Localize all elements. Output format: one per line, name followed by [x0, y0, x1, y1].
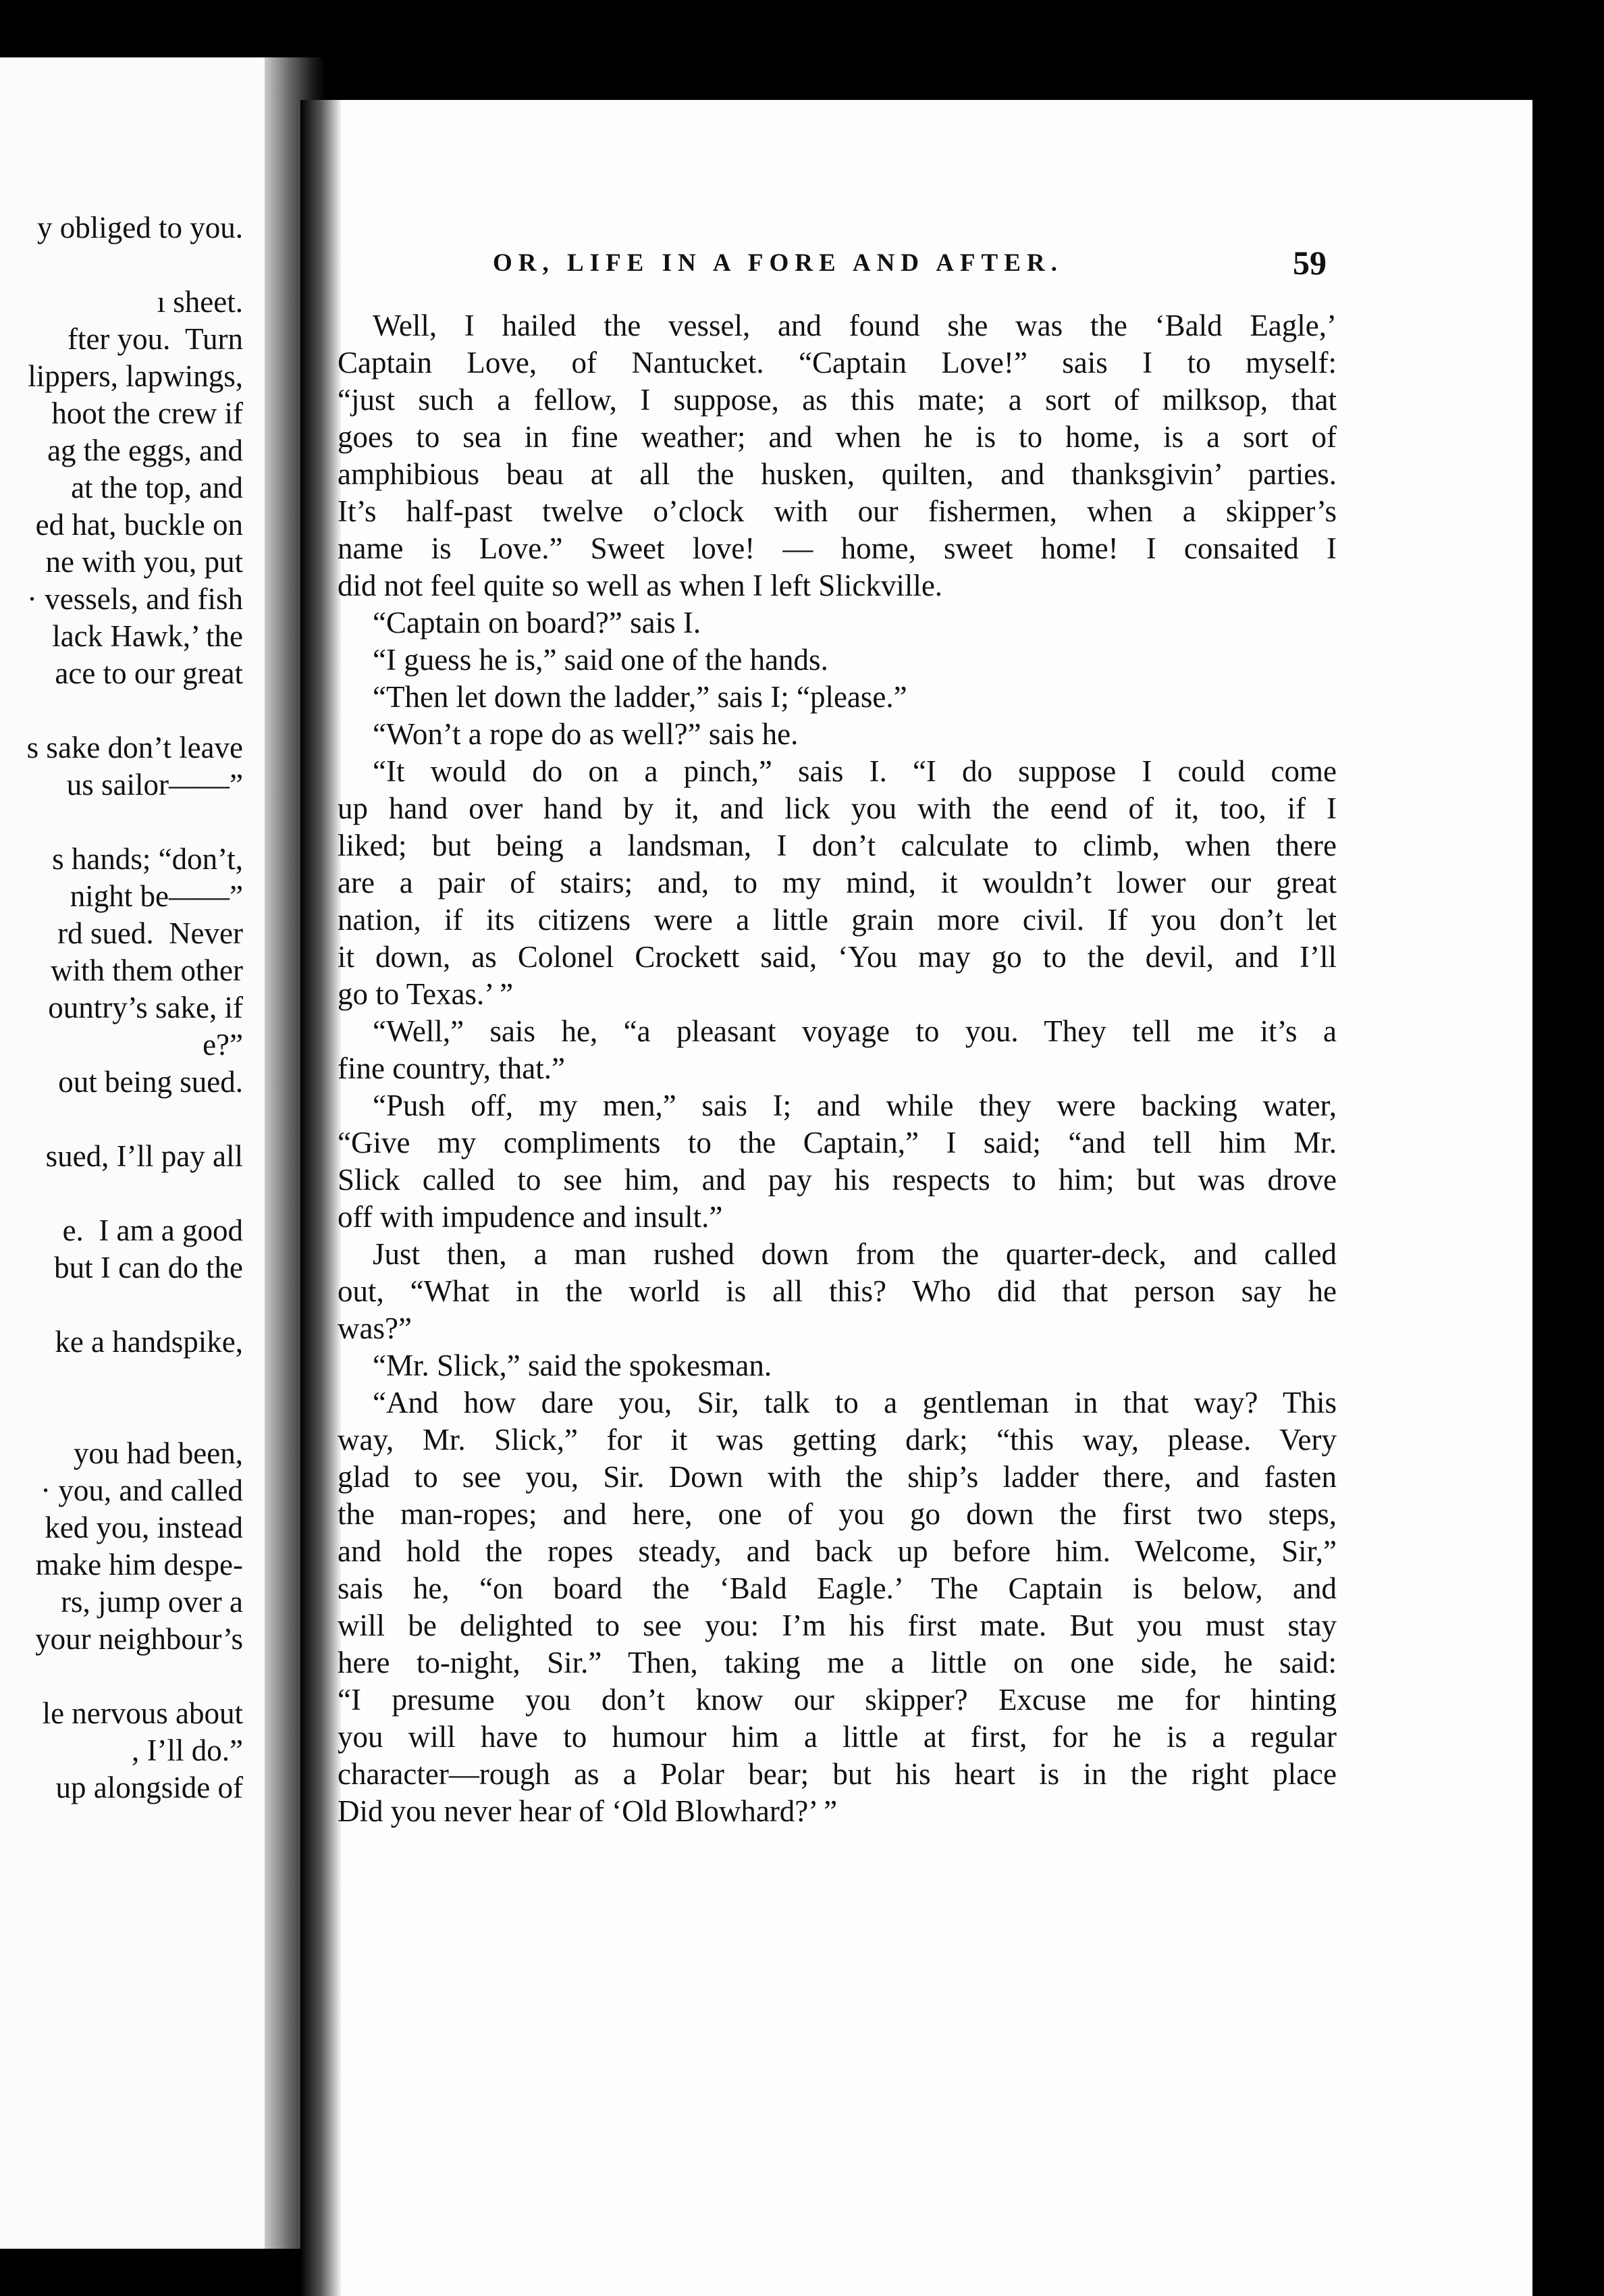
text-line: out, “What in the world is all this? Who did that person say he [338, 1274, 1337, 1308]
left-page-line: with them other [51, 954, 243, 987]
text-line: off with impudence and insult.” [338, 1200, 723, 1234]
text-line: the man-ropes; and here, one of you go down the first two steps, [338, 1497, 1337, 1531]
left-page-line: lack Hawk,’ the [52, 619, 243, 653]
left-page-line: ag the eggs, and [47, 434, 243, 467]
left-page-line: sued, I’ll pay all [45, 1139, 243, 1173]
text-line: “Won’t a rope do as well?” sais he. [373, 717, 799, 751]
text-line: was?” [338, 1311, 412, 1345]
left-page-line: s sake don’t leave [26, 731, 243, 764]
running-head: OR, LIFE IN A FORE AND AFTER. [493, 249, 1063, 277]
left-facing-page [0, 57, 284, 2249]
left-page-line: ace to our great [55, 656, 243, 690]
text-line: go to Texas.’ ” [338, 977, 514, 1011]
left-page-line: us sailor——” [66, 768, 243, 802]
left-page-line: rd sued. Never [57, 916, 243, 950]
left-page-line: y obliged to you. [37, 211, 243, 244]
text-line: “Mr. Slick,” said the spokesman. [373, 1349, 772, 1382]
left-page-line: but I can do the [54, 1251, 243, 1284]
left-page-line: ountry’s sake, if [48, 991, 243, 1024]
text-line: Did you never hear of ‘Old Blowhard?’ ” [338, 1794, 838, 1828]
left-page-line: up alongside of [55, 1771, 243, 1804]
text-line: “Then let down the ladder,” sais I; “please.” [373, 680, 907, 714]
left-page-line: at the top, and [63, 471, 243, 504]
text-line: It’s half-past twelve o’clock with our fishermen, when a skipper’s [338, 494, 1337, 528]
text-line: Well, I hailed the vessel, and found she was the ‘Bald Eagle,’ [373, 309, 1337, 342]
text-line: name is Love.” Sweet love! — home, sweet home! I consaited I [338, 531, 1337, 565]
left-page-line: le nervous about [42, 1696, 243, 1730]
text-line: glad to see you, Sir. Down with the ship’s ladder there, and fasten [338, 1460, 1337, 1494]
text-line: here to-night, Sir.” Then, taking me a little on one side, he said: [338, 1646, 1337, 1679]
text-line: Captain Love, of Nantucket. “Captain Love!” sais I to myself: [338, 346, 1337, 380]
text-line: “Well,” sais he, “a pleasant voyage to you. They tell me it’s a [373, 1014, 1337, 1048]
left-page-line: night be——” [70, 879, 243, 913]
text-line: liked; but being a landsman, I don’t calculate to climb, when there [338, 829, 1337, 862]
text-line: way, Mr. Slick,” for it was getting dark; “this way, please. Very [338, 1423, 1337, 1457]
text-line: are a pair of stairs; and, to my mind, it wouldn’t lower our great [338, 866, 1337, 899]
left-page-line: out being sued. [58, 1065, 243, 1099]
text-line: you will have to humour him a little at first, for he is a regular [338, 1720, 1337, 1754]
left-page-line: ed hat, buckle on [35, 508, 243, 542]
text-line: fine country, that.” [338, 1051, 565, 1085]
left-page-line: e. I am a good [62, 1214, 243, 1247]
text-line: “And how dare you, Sir, talk to a gentleman in that way? This [373, 1386, 1337, 1419]
body-text [338, 307, 1337, 1830]
text-line: nation, if its citizens were a little grain more civil. If you don’t let [338, 903, 1337, 937]
page-edge-shadow [300, 100, 341, 2296]
left-page-line: s hands; “don’t, [52, 842, 243, 876]
left-page-line: ne with you, put [45, 545, 243, 579]
left-page-line: your neighbour’s [35, 1622, 243, 1656]
left-page-line: lippers, lapwings, [28, 359, 243, 393]
left-page-line: ke a handspike, [55, 1325, 243, 1359]
text-line: “Give my compliments to the Captain,” I said; “and tell him Mr. [338, 1126, 1337, 1159]
text-line: goes to sea in fine weather; and when he is to home, is a sort of [338, 420, 1337, 454]
text-line: Just then, a man rushed down from the quarter-deck, and called [373, 1237, 1337, 1271]
text-line: “I presume you don’t know our skipper? Excuse me for hinting [338, 1683, 1337, 1717]
text-line: will be delighted to see you: I’m his first mate. But you must stay [338, 1609, 1337, 1642]
left-page-line: · vessels, and fish [27, 582, 243, 616]
left-page-line: ked you, instead [45, 1511, 243, 1544]
text-line: and hold the ropes steady, and back up before him. Welcome, Sir,” [338, 1534, 1337, 1568]
text-line: sais he, “on board the ‘Bald Eagle.’ The Captain is below, and [338, 1571, 1337, 1605]
text-line: up hand over hand by it, and lick you with the eend of it, too, if I [338, 791, 1337, 825]
left-page-line: fter you. Turn [67, 322, 243, 356]
text-line: “Captain on board?” sais I. [373, 606, 701, 640]
left-page-line: e?” [203, 1028, 243, 1062]
left-page-line: rs, jump over a [61, 1585, 243, 1619]
text-line: “It would do on a pinch,” sais I. “I do suppose I could come [373, 754, 1337, 788]
text-line: “Push off, my men,” sais I; and while they were backing water, [373, 1089, 1337, 1122]
left-page-line: · you, and called [41, 1473, 243, 1507]
text-line: “I guess he is,” said one of the hands. [373, 643, 828, 677]
left-page-line: ı sheet. [157, 285, 243, 319]
text-line: “just such a fellow, I suppose, as this mate; a sort of milksop, that [338, 383, 1337, 417]
left-page-line: , I’ll do.” [132, 1733, 243, 1767]
text-line: did not feel quite so well as when I left Slickville. [338, 569, 943, 602]
left-page-line: you had been, [65, 1436, 243, 1470]
text-line: Slick called to see him, and pay his respects to him; but was drove [338, 1163, 1337, 1197]
text-line: it down, as Colonel Crockett said, ‘You may go to the devil, and I’ll [338, 940, 1337, 974]
text-line: amphibious beau at all the husken, quilten, and thanksgivin’ parties. [338, 457, 1337, 491]
text-line: character—rough as a Polar bear; but his heart is in the right place [338, 1757, 1337, 1791]
left-page-line: hoot the crew if [51, 396, 243, 430]
page-number: 59 [1293, 244, 1327, 282]
left-page-line: make him despe- [35, 1548, 243, 1582]
